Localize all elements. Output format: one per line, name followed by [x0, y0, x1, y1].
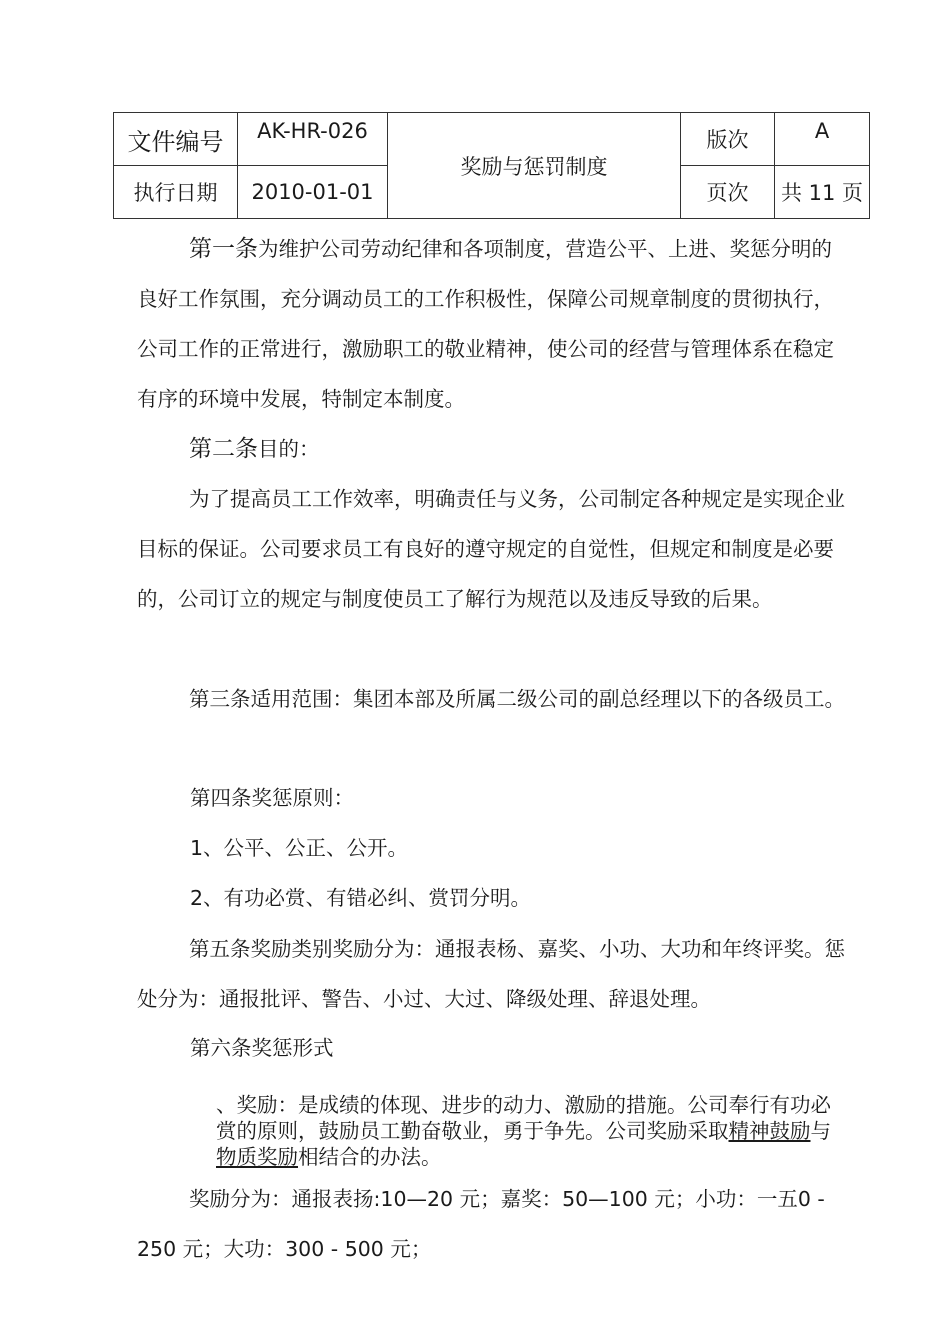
- article-4-principle-1: 1、公平、公正、公开。: [190, 836, 409, 860]
- effective-date-label: 执行日期: [114, 166, 238, 219]
- version-label: 版次: [681, 113, 775, 166]
- article-2-heading: [137, 424, 847, 474]
- article-5: 第五条奖励类别奖励分为：通报表杨、嘉奖、小功、大功和年终评奖。惩处分为：通报批评、警告、小过、大过、降级处理、辞退处理。: [137, 937, 845, 1011]
- reward-amounts: 奖励分为：通报表扬:10—20 元；嘉奖：50—100 元；小功：一五0 - 250 元；大功：300 - 500 元；: [137, 1187, 825, 1261]
- article-2-subject: 目的：: [258, 437, 320, 461]
- material-reward-term: 物质奖励: [216, 1145, 298, 1169]
- article-4-principle-2: 2、有功必赏、有错必纠、赏罚分明。: [190, 886, 532, 910]
- article-6-title: 第六条奖惩形式: [190, 1036, 334, 1060]
- article-1-body: 为维护公司劳动纪律和各项制度，营造公平、上进、奖惩分明的良好工作氛围，充分调动员工的工作积极性，保障公司规章制度的贯彻执行，公司工作的正常进行，激励职工的敬业精神，使公司的经营与管理体系在稳定有序的环境中发展，特制定本制度。: [137, 237, 834, 411]
- page-count: 共 11 页: [775, 166, 870, 219]
- reward-text: 、奖励：是成绩的体现、进步的动力、激励的措施。公司奉行有功必赏的原则，鼓励员工勤奋敬业，勇于争先。公司奖励采取: [216, 1093, 831, 1143]
- article-1: [137, 224, 847, 424]
- document-header-table: [113, 112, 870, 219]
- article-3: 第三条适用范围：集团本部及所属二级公司的副总经理以下的各级员工。: [189, 687, 845, 711]
- reward-description: [216, 1092, 846, 1170]
- document-title: 奖励与惩罚制度: [388, 113, 681, 219]
- article-4-title: 第四条奖惩原则：: [190, 786, 354, 810]
- file-number-label: 文件编号: [114, 113, 238, 166]
- version-value: A: [775, 113, 870, 166]
- spiritual-reward-term: 精神鼓励: [728, 1119, 811, 1143]
- reward-connector: 与: [810, 1119, 831, 1143]
- article-2-label: 第二条: [189, 436, 258, 462]
- article-1-heading: 第一条: [189, 236, 258, 262]
- article-2-paragraph: 为了提高员工工作效率，明确责任与义务，公司制定各种规定是实现企业目标的保证。公司要求员工有良好的遵守规定的自觉性，但规定和制度是必要的，公司订立的规定与制度使员工了解行为规范以及违反导致的后果。: [137, 487, 845, 611]
- effective-date-value: 2010-01-01: [238, 166, 388, 219]
- file-number-value: AK-HR-026: [238, 113, 388, 166]
- reward-text-end: 相结合的办法。: [298, 1145, 442, 1169]
- page-label: 页次: [681, 166, 775, 219]
